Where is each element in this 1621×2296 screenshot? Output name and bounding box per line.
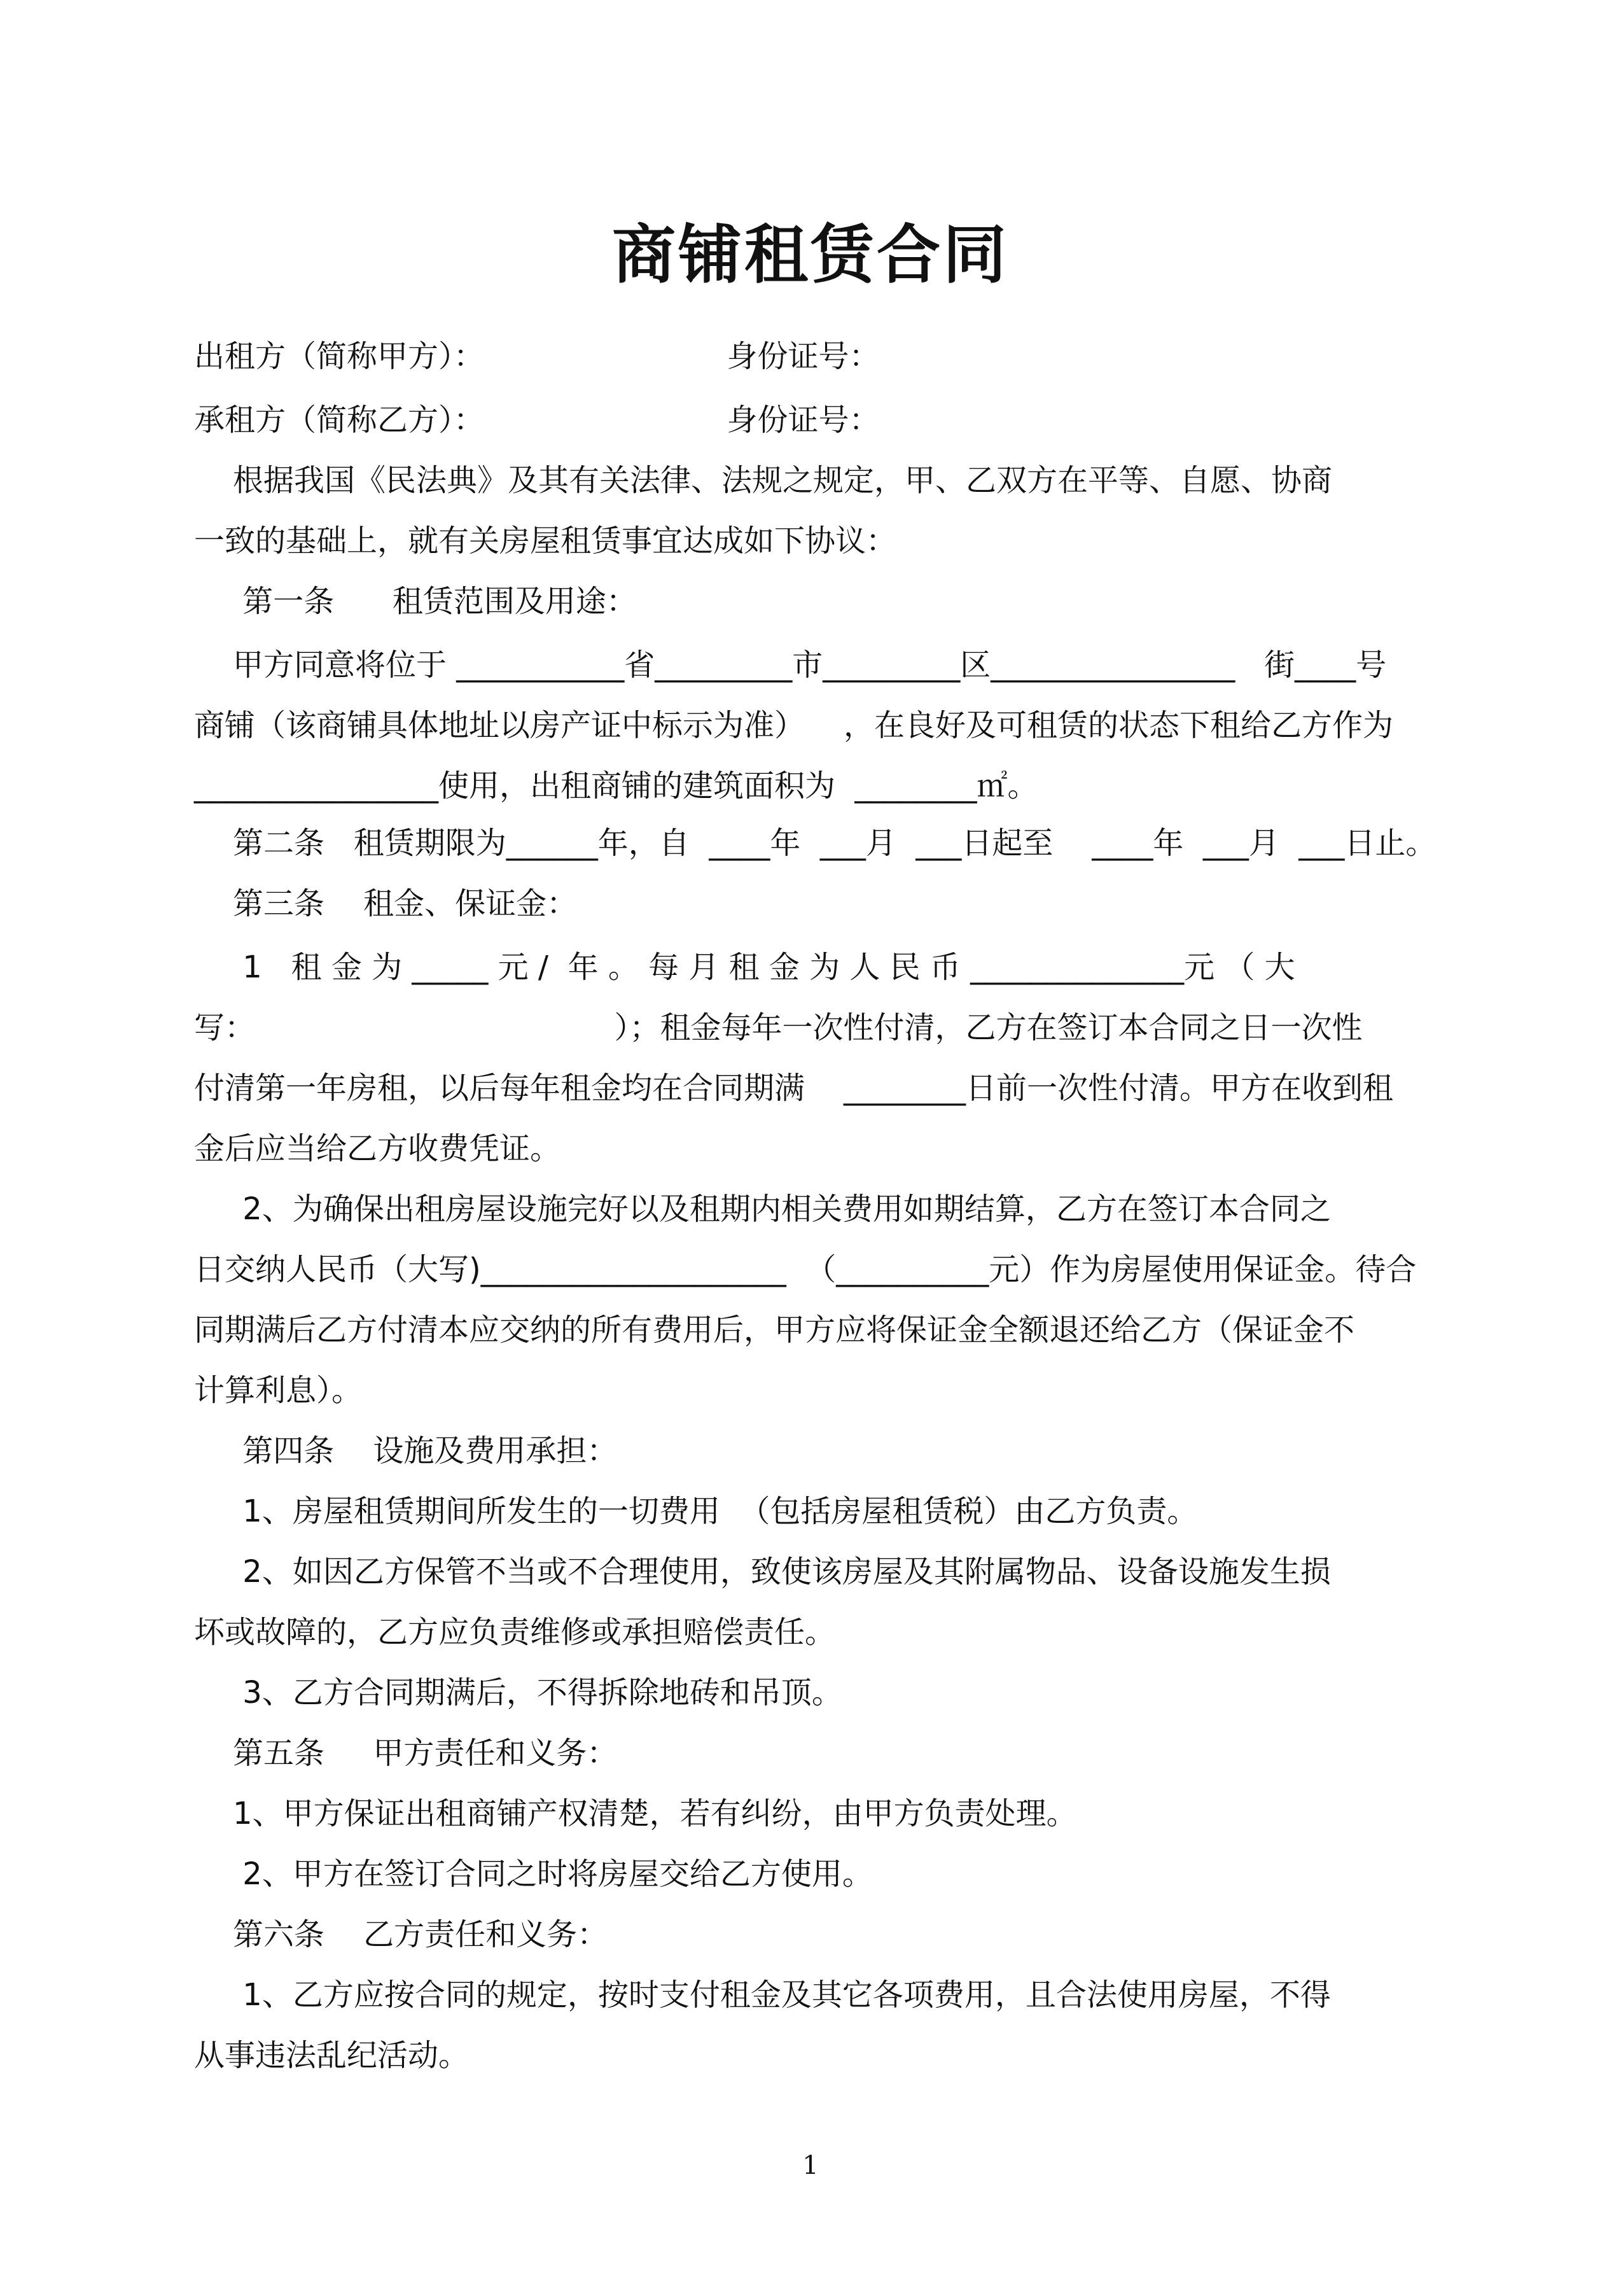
preamble-line: 根据我国《民法典》及其有关法律、法规之规定，甲、乙双方在平等、自愿、协商 <box>194 463 1333 498</box>
body-line: 写： ）；租金每年一次性付清，乙方在签订本合同之日一次性 <box>194 1010 1363 1046</box>
body-line: 2、甲方在签订合同之时将房屋交给乙方使用。 <box>194 1856 873 1892</box>
page-number: 1 <box>802 2151 819 2180</box>
body-line: 付清第一年房租，以后每年租金均在合同期满 ________日前一次性付清。甲方在收到租 <box>194 1070 1394 1106</box>
preamble-line: 一致的基础上，就有关房屋租赁事宜达成如下协议： <box>194 523 897 559</box>
body-line: 坏或故障的，乙方应负责维修或承担赔偿责任。 <box>194 1614 836 1650</box>
body-line: 2、为确保出租房屋设施完好以及租期内相关费用如期结算，乙方在签订本合同之 <box>194 1191 1331 1227</box>
body-line: 商铺（该商铺具体地址以房产证中标示为准） ，在良好及可租赁的状态下租给乙方作为 <box>194 708 1394 743</box>
body-line: ________________使用，出租商铺的建筑面积为 ________㎡。 <box>194 768 1038 804</box>
body-line: 1 租 金 为 _____ 元 / 年 。 每 月 租 金 为 人 民 币 ______________元 （ 大 <box>194 949 1295 985</box>
article-heading: 第一条 租赁范围及用途： <box>194 584 637 619</box>
body-line: 金后应当给乙方收费凭证。 <box>194 1131 561 1166</box>
article-heading: 第三条 租金、保证金： <box>194 886 578 921</box>
lessee-line: 承租方（简称乙方）： 身份证号： <box>194 402 880 438</box>
body-line: 甲方同意将位于 ___________省_________市_________区________________ 街____号 <box>194 647 1387 683</box>
body-line: 从事违法乱纪活动。 <box>194 2038 470 2073</box>
body-line: 1、甲方保证出租商铺产权清楚，若有纠纷，由甲方负责处理。 <box>194 1796 1077 1831</box>
article-heading: 第二条 租赁期限为______年，自 ____年 ___月 ___日起至 ____年 ___月 ___日止。 <box>194 825 1437 861</box>
page-title: 商铺租赁合同 <box>612 218 1009 292</box>
body-line: 日交纳人民币（大写)____________________ （__________元）作为房屋使用保证金。待合 <box>194 1252 1417 1287</box>
body-line: 1、房屋租赁期间所发生的一切费用 （包括房屋租赁税）由乙方负责。 <box>194 1494 1198 1529</box>
body-line: 1、乙方应按合同的规定，按时支付租金及其它各项费用，且合法使用房屋，不得 <box>194 1977 1331 2013</box>
article-heading: 第五条 甲方责任和义务： <box>194 1735 618 1771</box>
article-heading: 第四条 设施及费用承担： <box>194 1433 618 1469</box>
body-line: 计算利息）。 <box>194 1373 363 1408</box>
article-heading: 第六条 乙方责任和义务： <box>194 1917 608 1952</box>
body-line: 2、如因乙方保管不当或不合理使用，致使该房屋及其附属物品、设备设施发生损 <box>194 1554 1331 1590</box>
body-line: 3、乙方合同期满后，不得拆除地砖和吊顶。 <box>194 1675 842 1711</box>
lessor-line: 出租方（简称甲方）： 身份证号： <box>194 339 880 374</box>
body-line: 同期满后乙方付清本应交纳的所有费用后，甲方应将保证金全额退还给乙方（保证金不 <box>194 1312 1355 1348</box>
